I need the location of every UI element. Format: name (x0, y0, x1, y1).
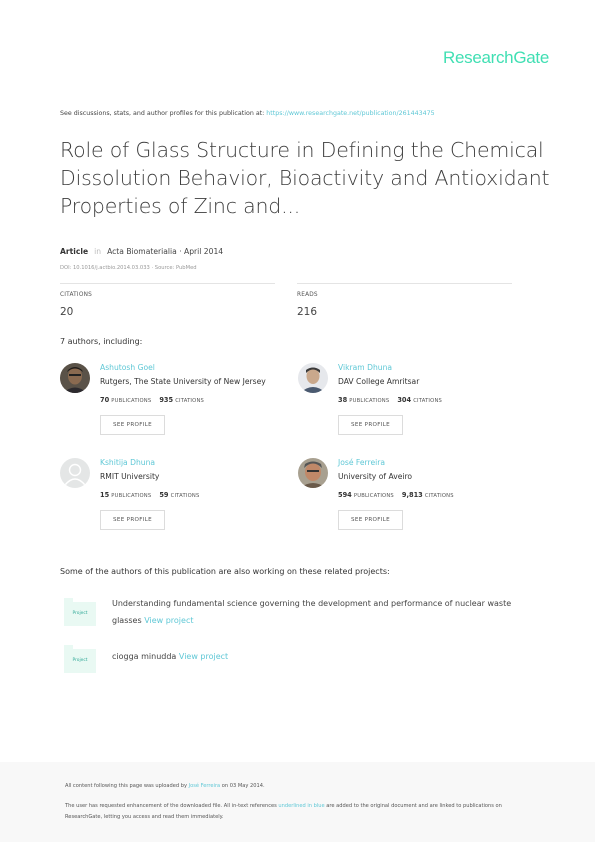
author-name[interactable]: Vikram Dhuna (338, 363, 393, 372)
project-badge-label: Project (72, 611, 88, 616)
author-counts (100, 396, 204, 404)
author-card (298, 458, 528, 548)
citations-label: CITATIONS (175, 398, 205, 404)
publication-type: Article (60, 247, 89, 256)
author-name[interactable]: Kshitija Dhuna (100, 458, 156, 467)
projects-heading: Some of the authors of this publication are also working on these related projects: (60, 567, 390, 576)
upload-note (65, 783, 265, 789)
citations-value: 20 (60, 306, 74, 318)
meta-separator: in (94, 247, 102, 256)
author-counts (338, 396, 442, 404)
view-project-link[interactable]: View project (144, 615, 194, 625)
publication-title: Role of Glass Structure in Defining the Chemical Dissolution Behavior, Bioactivity and Antioxidant Properties of Zinc and... (60, 138, 550, 218)
see-profile-button[interactable]: SEE PROFILE (338, 415, 403, 435)
researchgate-logo[interactable]: ResearchGate (442, 48, 549, 67)
citations-count: 9,813 (401, 491, 423, 499)
upload-prefix: All content following this page was uploaded by (65, 783, 189, 789)
see-profile-button[interactable]: SEE PROFILE (100, 510, 165, 530)
publications-label: PUBLICATIONS (111, 493, 152, 499)
citations-count: 935 (159, 396, 174, 404)
underlined-blue-link[interactable]: underlined in blue (278, 803, 325, 809)
journal-name: Acta Biomaterialia (107, 247, 177, 256)
author-counts (100, 491, 199, 499)
author-counts (338, 491, 454, 499)
project-badge-label: Project (72, 658, 88, 663)
author-card (60, 363, 290, 453)
doi-line: DOI: 10.1016/j.actbio.2014.03.033 · Source: PubMed (60, 265, 197, 271)
avatar[interactable] (298, 458, 328, 488)
author-institution: RMIT University (100, 472, 160, 481)
publications-count: 15 (100, 491, 110, 499)
project-badge[interactable] (64, 602, 96, 626)
publications-label: PUBLICATIONS (111, 398, 152, 404)
publication-url-link[interactable]: https://www.researchgate.net/publication/261443475 (266, 110, 435, 117)
publications-count: 70 (100, 396, 110, 404)
publications-count: 594 (338, 491, 352, 499)
footer (0, 762, 595, 842)
project-title: ciogga minudda (112, 652, 177, 661)
see-profile-button[interactable]: SEE PROFILE (100, 415, 165, 435)
enhancement-note (65, 801, 535, 822)
author-institution: University of Aveiro (338, 472, 413, 481)
enhancement-prefix: The user has requested enhancement of the downloaded file. All in-text references (65, 803, 279, 809)
see-profile-button[interactable]: SEE PROFILE (338, 510, 403, 530)
enhancement-suffix: are added to the original document and are linked to publications on ResearchGate, letting you access and read them immediately. (65, 803, 502, 820)
citations-count: 59 (159, 491, 169, 499)
upload-suffix: on 03 May 2014. (220, 783, 265, 789)
reads-stat (297, 283, 512, 318)
discussion-line (60, 110, 435, 117)
authors-heading: 7 authors, including: (60, 337, 143, 346)
citations-label: CITATIONS (60, 292, 92, 298)
project-title: Understanding fundamental science governing the development and performance of nuclear waste glasses (112, 599, 512, 625)
project-item (60, 596, 540, 632)
author-institution: Rutgers, The State University of New Jersey (100, 377, 266, 386)
project-item (60, 649, 540, 673)
reads-value: 216 (297, 306, 318, 318)
author-card (60, 458, 290, 548)
publication-date: · April 2014 (176, 247, 224, 256)
reads-label: READS (297, 292, 318, 298)
avatar[interactable] (60, 363, 90, 393)
author-card (298, 363, 528, 453)
author-institution: DAV College Amritsar (338, 377, 420, 386)
avatar[interactable] (298, 363, 328, 393)
citations-label: CITATIONS (170, 493, 200, 499)
project-badge[interactable] (64, 649, 96, 673)
publications-label: PUBLICATIONS (349, 398, 390, 404)
project-text (112, 596, 532, 629)
publications-label: PUBLICATIONS (353, 493, 394, 499)
view-project-link[interactable]: View project (178, 652, 229, 661)
citations-label: CITATIONS (424, 493, 454, 499)
author-name[interactable]: José Ferreira (338, 458, 386, 467)
project-text (112, 649, 532, 666)
uploader-link[interactable]: José Ferreira (188, 783, 221, 789)
citations-count: 304 (397, 396, 412, 404)
discussion-prefix: See discussions, stats, and author profiles for this publication at: (60, 110, 267, 117)
publications-count: 38 (338, 396, 348, 404)
author-name[interactable]: Ashutosh Goel (100, 363, 155, 372)
citations-stat (60, 283, 275, 318)
avatar[interactable] (60, 458, 90, 488)
publication-meta (60, 247, 223, 256)
citations-label: CITATIONS (413, 398, 443, 404)
